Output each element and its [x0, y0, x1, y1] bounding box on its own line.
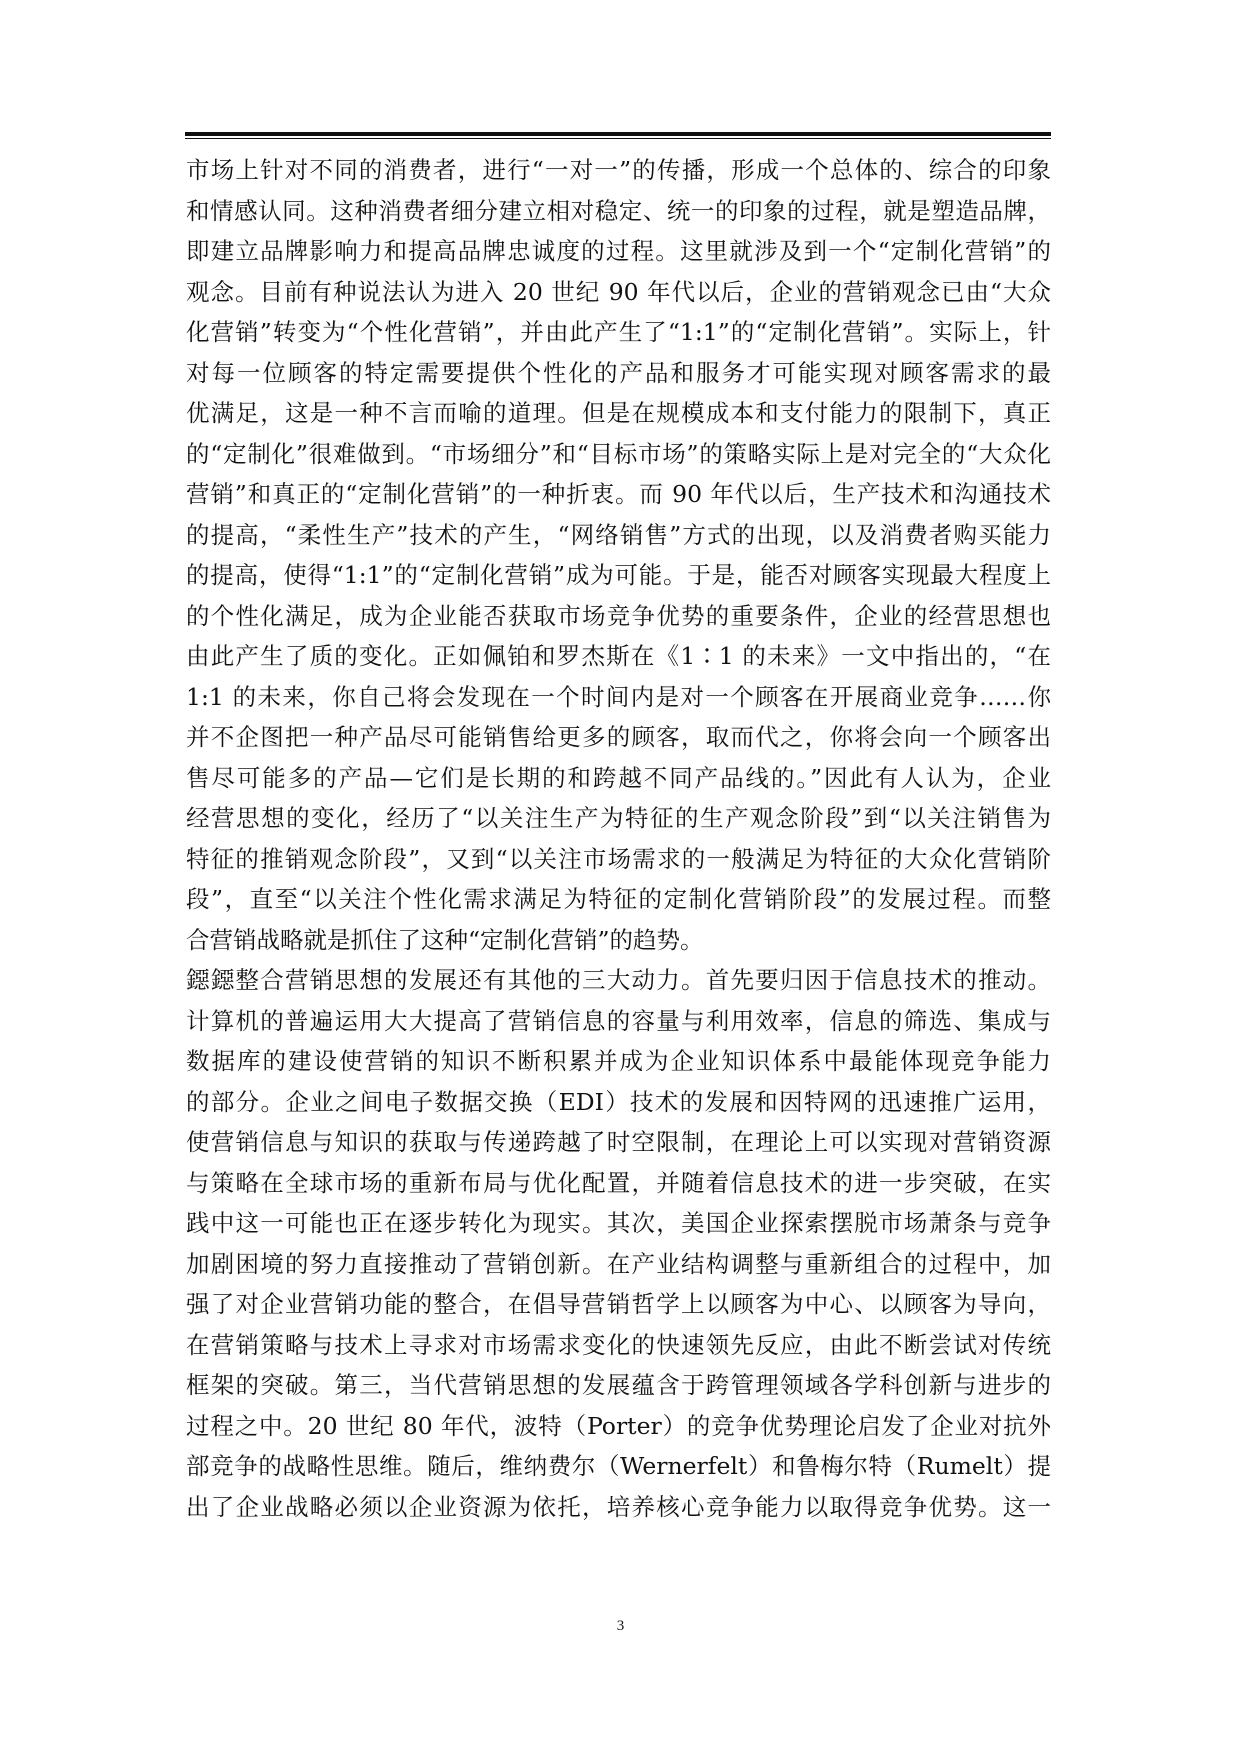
text-line: 段”，直至“以关注个性化需求满足为特征的定制化营销阶段”的发展过程。而整 — [186, 885, 1051, 913]
page-number: 3 — [616, 1618, 625, 1634]
text-line: 部竞争的战略性思维。随后，维纳费尔（Wernerfelt）和鲁梅尔特（Rumelt）提 — [186, 1452, 1051, 1480]
text-line: 强了对企业营销功能的整合，在倡导营销哲学上以顾客为中心、以顾客为导向， — [186, 1290, 1051, 1318]
text-line: 计算机的普遍运用大大提高了营销信息的容量与利用效率，信息的筛选、集成与 — [186, 1006, 1051, 1035]
body-text — [186, 150, 1051, 1527]
text-line: 合营销战略就是抓住了这种“定制化营销”的趋势。 — [186, 925, 704, 954]
text-line: 的提高，使得“1:1”的“定制化营销”成为可能。于是，能否对顾客实现最大程度上 — [186, 561, 1051, 589]
text-line: 和情感认同。这种消费者细分建立相对稳定、统一的印象的过程，就是塑造品牌， — [186, 196, 1051, 225]
text-line: 的“定制化”很难做到。“市场细分”和“目标市场”的策略实际上是对完全的“大众化 — [186, 439, 1051, 468]
text-line: 框架的突破。第三，当代营销思想的发展蕴含于跨管理领域各学科创新与进步的 — [186, 1371, 1051, 1399]
text-line: 出了企业战略必须以企业资源为依托，培养核心竞争能力以取得竞争优势。这一 — [186, 1492, 1051, 1521]
text-line: 化营销”转变为“个性化营销”，并由此产生了“1:1”的“定制化营销”。实际上，针 — [186, 318, 1051, 346]
text-line: 鐚鐚整合营销思想的发展还有其他的三大动力。首先要归因于信息技术的推动。 — [186, 966, 1051, 994]
text-line: 特征的推销观念阶段”，又到“以关注市场需求的一般满足为特征的大众化营销阶 — [186, 844, 1051, 873]
text-line: 经营思想的变化，经历了“以关注生产为特征的生产观念阶段”到“以关注销售为 — [186, 804, 1051, 832]
text-line: 在营销策略与技术上寻求对市场需求变化的快速领先反应，由此不断尝试对传统 — [186, 1330, 1051, 1359]
text-line: 观念。目前有种说法认为进入 20 世纪 90 年代以后，企业的营销观念已由“大众 — [186, 277, 1051, 306]
text-line: 加剧困境的努力直接推动了营销创新。在产业结构调整与重新组合的过程中，加 — [186, 1249, 1051, 1278]
header-rule — [185, 132, 1051, 139]
text-line: 优满足，这是一种不言而喻的道理。但是在规模成本和支付能力的限制下，真正 — [186, 399, 1051, 427]
text-line: 的提高，“柔性生产”技术的产生，“网络销售”方式的出现，以及消费者购买能力 — [186, 520, 1051, 549]
text-line: 的个性化满足，成为企业能否获取市场竞争优势的重要条件，企业的经营思想也 — [186, 601, 1051, 630]
text-line: 与策略在全球市场的重新布局与优化配置，并随着信息技术的进一步突破，在实 — [186, 1168, 1051, 1197]
text-line: 对每一位顾客的特定需要提供个性化的产品和服务才可能实现对顾客需求的最 — [186, 358, 1051, 387]
text-line: 1:1 的未来，你自己将会发现在一个时间内是对一个顾客在开展商业竞争……你 — [186, 682, 1051, 711]
text-line: 数据库的建设使营销的知识不断积累并成为企业知识体系中最能体现竞争能力 — [186, 1047, 1051, 1075]
text-line: 售尽可能多的产品—它们是长期的和跨越不同产品线的。”因此有人认为，企业 — [186, 763, 1051, 792]
text-line: 即建立品牌影响力和提高品牌忠诚度的过程。这里就涉及到一个“定制化营销”的 — [186, 237, 1051, 265]
text-line: 的部分。企业之间电子数据交换（EDI）技术的发展和因特网的迅速推广运用， — [186, 1087, 1051, 1116]
text-line: 践中这一可能也正在逐步转化为现实。其次，美国企业探索摆脱市场萧条与竞争 — [186, 1209, 1051, 1237]
text-line: 并不企图把一种产品尽可能销售给更多的顾客，取而代之，你将会向一个顾客出 — [186, 723, 1051, 751]
text-line: 营销”和真正的“定制化营销”的一种折衷。而 90 年代以后，生产技术和沟通技术 — [186, 480, 1051, 508]
text-line: 由此产生了质的变化。正如佩铂和罗杰斯在《1∶1 的未来》一文中指出的，“在 — [186, 642, 1051, 670]
text-line: 使营销信息与知识的获取与传递跨越了时空限制，在理论上可以实现对营销资源 — [186, 1128, 1051, 1156]
text-line: 市场上针对不同的消费者，进行“一对一”的传播，形成一个总体的、综合的印象 — [186, 156, 1051, 184]
text-line: 过程之中。20 世纪 80 年代，波特（Porter）的竞争优势理论启发了企业对抗外 — [186, 1411, 1051, 1440]
